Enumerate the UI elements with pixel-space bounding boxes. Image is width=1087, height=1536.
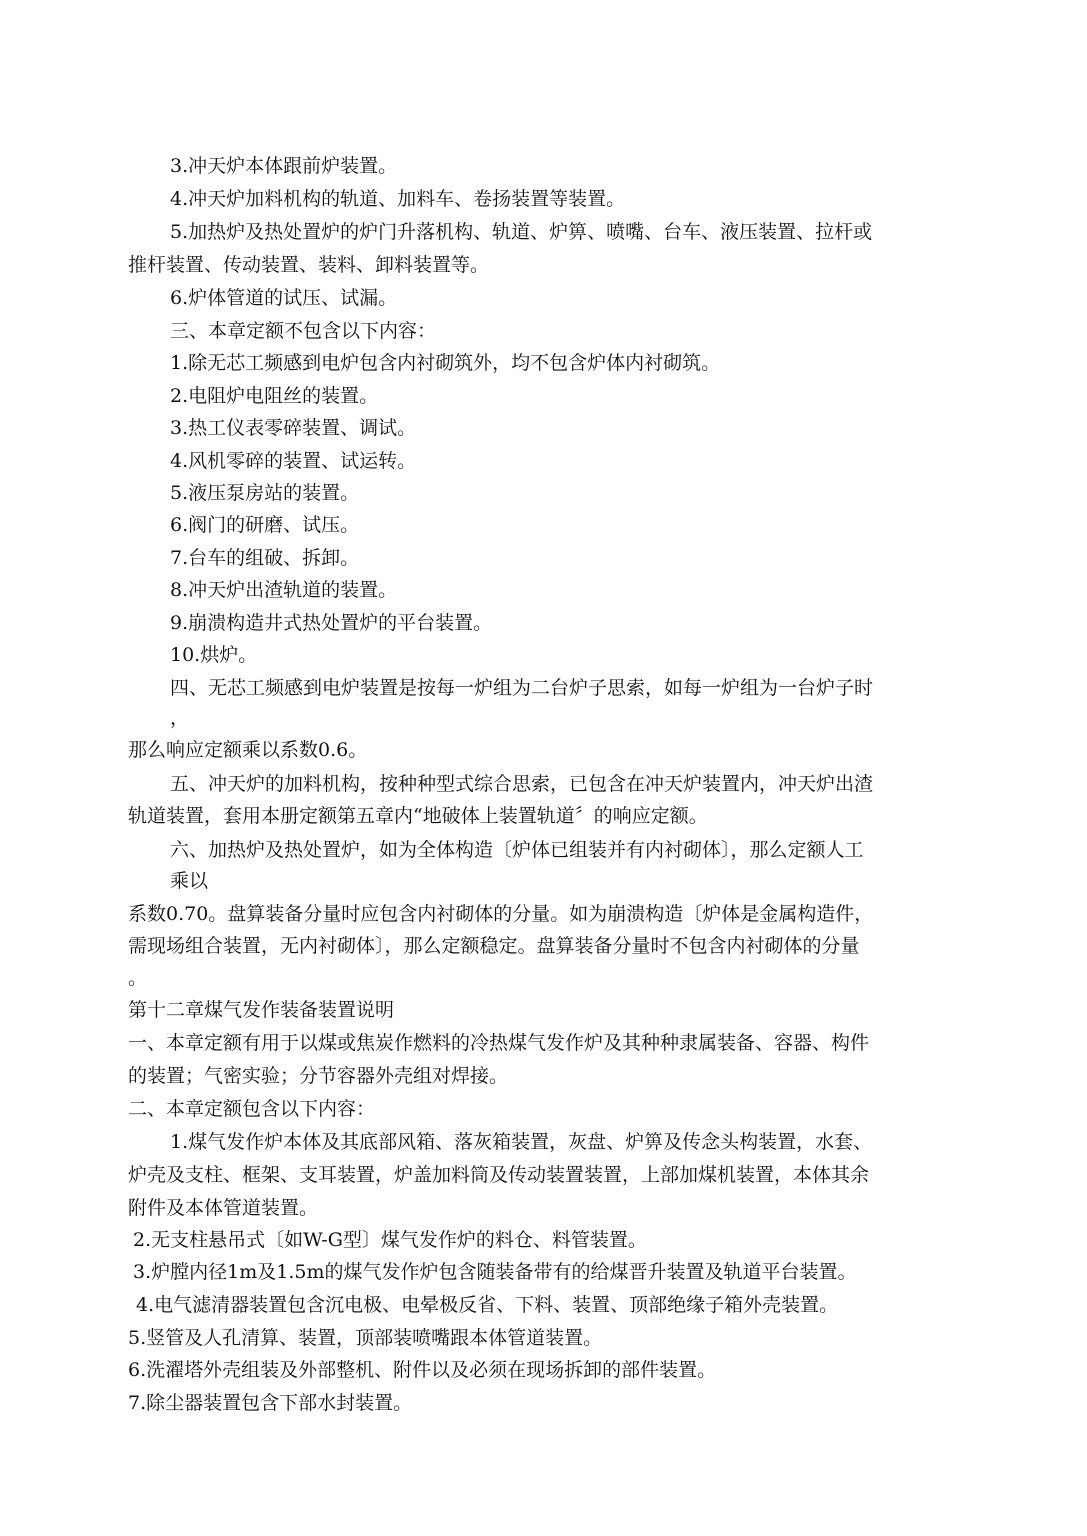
text-line: 5.加热炉及热处置炉的炉门升落机构、轨道、炉箅、喷嘴、台车、液压装置、拉杆或 — [170, 221, 873, 243]
text-line: 3.热工仪表零碎装置、调试。 — [170, 417, 417, 439]
text-line: 。 — [128, 967, 148, 989]
text-line: 需现场组合装置，无内衬砌体〕，那么定额稳定。盘算装备分量时不包含内衬砌体的分量 — [128, 935, 860, 957]
text-line: 推杆装置、传动装置、装料、卸料装置等。 — [128, 254, 490, 276]
text-line: 的装置；气密实验；分节容器外壳组对焊接。 — [128, 1065, 509, 1087]
section-heading: 二、本章定额包含以下内容： — [128, 1098, 376, 1120]
text-line: 6.炉体管道的试压、试漏。 — [170, 287, 398, 309]
text-line: 6.洗濯塔外壳组装及外部整机、附件以及必须在现场拆卸的部件装置。 — [128, 1359, 717, 1381]
text-line: 5.液压泵房站的装置。 — [170, 482, 360, 504]
text-line: ， — [170, 707, 190, 729]
chapter-title: 第十二章煤气发作装备装置说明 — [128, 999, 395, 1021]
text-line: 2.无支柱悬吊式〔如W-G型〕煤气发作炉的料仓、料管装置。 — [133, 1229, 647, 1251]
text-line: 那么响应定额乘以系数0.6。 — [128, 739, 368, 761]
text-line: 9.崩溃构造井式热处置炉的平台装置。 — [170, 612, 493, 634]
text-line: 四、无芯工频感到电炉装置是按每一炉组为二台炉子思索，如每一炉组为一台炉子时 — [170, 677, 874, 699]
text-line: 一、本章定额有用于以煤或焦炭作燃料的冷热煤气发作炉及其种种隶属装备、容器、构件 — [128, 1032, 870, 1054]
text-line: 1.除无芯工频感到电炉包含内衬砌筑外，均不包含炉体内衬砌筑。 — [170, 352, 721, 374]
text-line: 六、加热炉及热处置炉，如为全体构造〔炉体已组装并有内衬砌体〕，那么定额人工 — [170, 839, 864, 861]
text-line: 4.电气滤清器装置包含沉电极、电晕极反省、下料、装置、顶部绝缘子箱外壳装置。 — [136, 1294, 839, 1316]
text-line: 7.台车的组破、拆卸。 — [170, 547, 360, 569]
text-line: 8.冲天炉出渣轨道的装置。 — [170, 579, 398, 601]
text-line: 1.煤气发作炉本体及其底部风箱、落灰箱装置，灰盘、炉箅及传念头构装置，水套、 — [170, 1131, 873, 1153]
text-line: 4.风机零碎的装置、试运转。 — [170, 450, 417, 472]
text-line: 6.阀门的研磨、试压。 — [170, 514, 360, 536]
text-line: 3.冲天炉本体跟前炉装置。 — [170, 155, 398, 177]
text-line: 附件及本体管道装置。 — [128, 1197, 319, 1219]
text-line: 炉壳及支柱、框架、支耳装置，炉盖加料筒及传动装置装置，上部加煤机装置，本体其余 — [128, 1164, 870, 1186]
text-line: 10.烘炉。 — [170, 644, 258, 666]
text-line: 3.炉膛内径1m及1.5m的煤气发作炉包含随装备带有的给煤晋升装置及轨道平台装置。 — [133, 1261, 857, 1283]
text-line: 乘以 — [170, 870, 209, 892]
text-line: 轨道装置，套用本册定额第五章内“地破体上装置轨道〞的响应定额。 — [128, 805, 708, 827]
text-line: 4.冲天炉加料机构的轨道、加料车、卷扬装置等装置。 — [170, 188, 626, 210]
text-line: 2.电阻炉电阻丝的装置。 — [170, 385, 379, 407]
text-line: 7.除尘器装置包含下部水封装置。 — [128, 1392, 413, 1414]
text-line: 5.竖管及人孔清算、装置，顶部装喷嘴跟本体管道装置。 — [128, 1327, 603, 1349]
text-line: 系数0.70。盘算装备分量时应包含内衬砌体的分量。如为崩溃构造〔炉体是金属构造件， — [128, 903, 874, 925]
text-line: 五、冲天炉的加料机构，按种种型式综合思索，已包含在冲天炉装置内，冲天炉出渣 — [170, 773, 874, 795]
section-heading: 三、本章定额不包含以下内容： — [170, 320, 437, 342]
